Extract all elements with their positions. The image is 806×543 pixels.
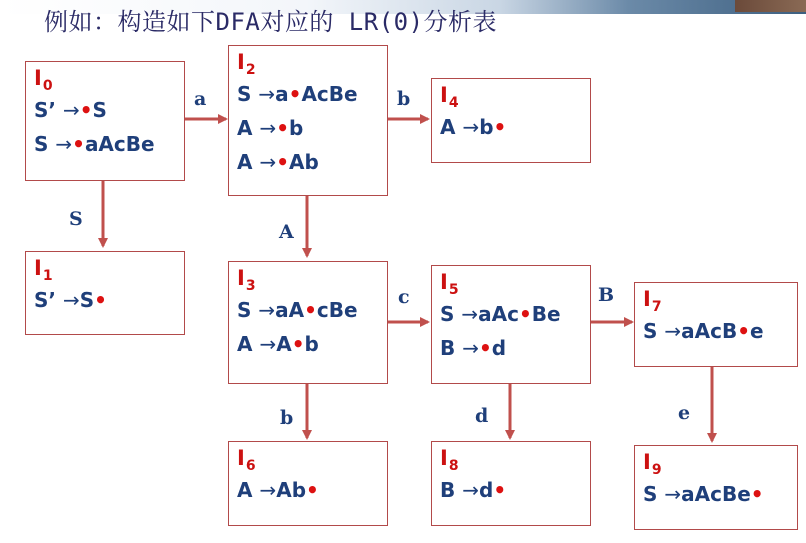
item-before-dot: b	[479, 115, 494, 139]
item-lhs: A	[237, 332, 253, 356]
item-lhs: A	[237, 116, 253, 140]
arrow-symbol: →	[664, 319, 682, 343]
state-name	[440, 447, 590, 473]
slide-title: 例如：构造如下DFA对应的 LR(0)分析表	[44, 8, 498, 36]
state-name-subscript: 8	[448, 458, 459, 474]
edge-label-I2-I4: b	[397, 88, 411, 110]
item-before-dot: aAcB	[681, 319, 738, 343]
state-name	[643, 288, 797, 314]
state-name-letter: I	[440, 446, 448, 470]
state-name	[440, 84, 590, 110]
state-name-letter: I	[34, 256, 42, 280]
state-I2	[228, 45, 388, 196]
dot-marker: •	[478, 336, 492, 360]
state-I3	[228, 261, 388, 384]
item-before-dot: S	[79, 288, 95, 312]
item-lhs: A	[237, 150, 253, 174]
dot-marker: •	[94, 288, 107, 312]
lr-item	[440, 110, 590, 144]
item-after-dot: d	[491, 336, 507, 360]
item-lhs: A	[237, 478, 253, 502]
item-before-dot: aA	[275, 298, 305, 322]
state-name-letter: I	[643, 287, 651, 311]
state-name-letter: I	[237, 50, 245, 74]
state-I6	[228, 441, 388, 526]
dot-marker: •	[304, 298, 317, 322]
arrow-symbol: →	[55, 132, 73, 156]
state-name	[440, 271, 590, 297]
item-before-dot: Ab	[276, 478, 307, 502]
item-lhs: A	[440, 115, 456, 139]
state-name-subscript: 1	[42, 268, 53, 284]
state-I7	[634, 282, 798, 367]
edge-label-I3-I5: c	[398, 286, 410, 308]
item-after-dot: aAcBe	[84, 132, 155, 156]
dot-marker: •	[276, 116, 290, 140]
dot-marker: •	[306, 478, 319, 502]
lr-item	[440, 331, 590, 365]
item-after-dot: S	[92, 98, 107, 122]
state-I5	[431, 265, 591, 384]
item-before-dot: aAc	[478, 302, 519, 326]
lr-item	[237, 473, 387, 507]
edge-label-I0-I1: S	[69, 208, 83, 230]
state-I0	[25, 61, 185, 181]
state-name	[237, 447, 387, 473]
arrow-symbol: →	[462, 336, 479, 360]
state-name-subscript: 2	[245, 62, 256, 78]
item-lhs: B	[440, 336, 456, 360]
item-after-dot: Be	[531, 302, 561, 326]
arrow-symbol: →	[259, 478, 277, 502]
arrow-symbol: →	[62, 288, 80, 312]
item-lhs: B	[440, 478, 456, 502]
item-after-dot: Ab	[289, 150, 319, 174]
state-name-subscript: 5	[448, 282, 459, 298]
arrow-symbol: →	[259, 332, 277, 356]
dot-marker: •	[493, 478, 507, 502]
dot-marker: •	[288, 82, 302, 106]
lr-item	[440, 297, 590, 331]
item-lhs: S	[643, 319, 658, 343]
state-name-letter: I	[643, 450, 651, 474]
dot-marker: •	[737, 319, 751, 343]
item-before-dot: aAcBe	[681, 482, 751, 506]
edge-label-I0-I2: a	[194, 88, 207, 110]
lr-item	[440, 473, 590, 507]
state-I8	[431, 441, 591, 526]
lr-item	[237, 111, 387, 145]
lr-item	[34, 127, 184, 161]
state-name-subscript: 4	[448, 95, 459, 111]
state-I9	[634, 445, 798, 530]
state-name	[34, 67, 184, 93]
item-lhs: S	[237, 298, 252, 322]
state-name	[237, 51, 387, 77]
state-name-letter: I	[237, 266, 245, 290]
item-after-dot: AcBe	[301, 82, 358, 106]
lr-item	[237, 145, 387, 179]
item-before-dot: d	[478, 478, 494, 502]
state-name-subscript: 9	[651, 462, 662, 478]
item-lhs: S’	[34, 98, 57, 122]
state-name-letter: I	[34, 66, 42, 90]
state-name-subscript: 0	[42, 78, 53, 94]
state-name-letter: I	[440, 83, 448, 107]
lr-item	[643, 314, 797, 348]
state-name-subscript: 7	[651, 299, 662, 315]
item-before-dot: A	[276, 332, 292, 356]
arrow-symbol: →	[462, 478, 479, 502]
item-lhs: S	[643, 482, 658, 506]
edge-label-I5-I8: d	[475, 405, 489, 427]
item-lhs: S	[440, 302, 455, 326]
item-lhs: S’	[34, 288, 57, 312]
state-name-subscript: 3	[245, 278, 256, 294]
state-I4	[431, 78, 591, 163]
arrow-symbol: →	[461, 302, 479, 326]
dot-marker: •	[518, 302, 532, 326]
arrow-symbol: →	[258, 298, 276, 322]
lr-item	[237, 293, 387, 327]
arrow-symbol: →	[259, 150, 277, 174]
dot-marker: •	[291, 332, 305, 356]
lr-item	[237, 77, 387, 111]
edge-label-I5-I7: B	[598, 284, 615, 306]
edge-label-I2-I3: A	[279, 221, 294, 243]
item-after-dot: b	[289, 116, 304, 140]
state-name	[34, 257, 184, 283]
state-name	[237, 267, 387, 293]
arrow-symbol: →	[462, 115, 480, 139]
item-after-dot: cBe	[316, 298, 358, 322]
lr-item	[34, 93, 184, 127]
dot-marker: •	[493, 115, 507, 139]
dot-marker: •	[276, 150, 290, 174]
arrow-symbol: →	[62, 98, 80, 122]
item-before-dot: a	[275, 82, 289, 106]
state-name-subscript: 6	[245, 458, 256, 474]
item-after-dot: b	[304, 332, 319, 356]
lr-item	[237, 327, 387, 361]
arrow-symbol: →	[664, 482, 682, 506]
dot-marker: •	[79, 98, 93, 122]
dot-marker: •	[72, 132, 85, 156]
edge-label-I7-I9: e	[678, 402, 691, 424]
lr-item	[643, 477, 797, 511]
state-name-letter: I	[237, 446, 245, 470]
state-name	[643, 451, 797, 477]
state-name-letter: I	[440, 270, 448, 294]
item-after-dot: e	[750, 319, 764, 343]
item-lhs: S	[34, 132, 49, 156]
lr-item	[34, 283, 184, 317]
arrow-symbol: →	[258, 82, 276, 106]
edge-label-I3-I6: b	[280, 407, 294, 429]
state-I1	[25, 251, 185, 335]
dot-marker: •	[750, 482, 764, 506]
arrow-symbol: →	[259, 116, 277, 140]
item-lhs: S	[237, 82, 252, 106]
